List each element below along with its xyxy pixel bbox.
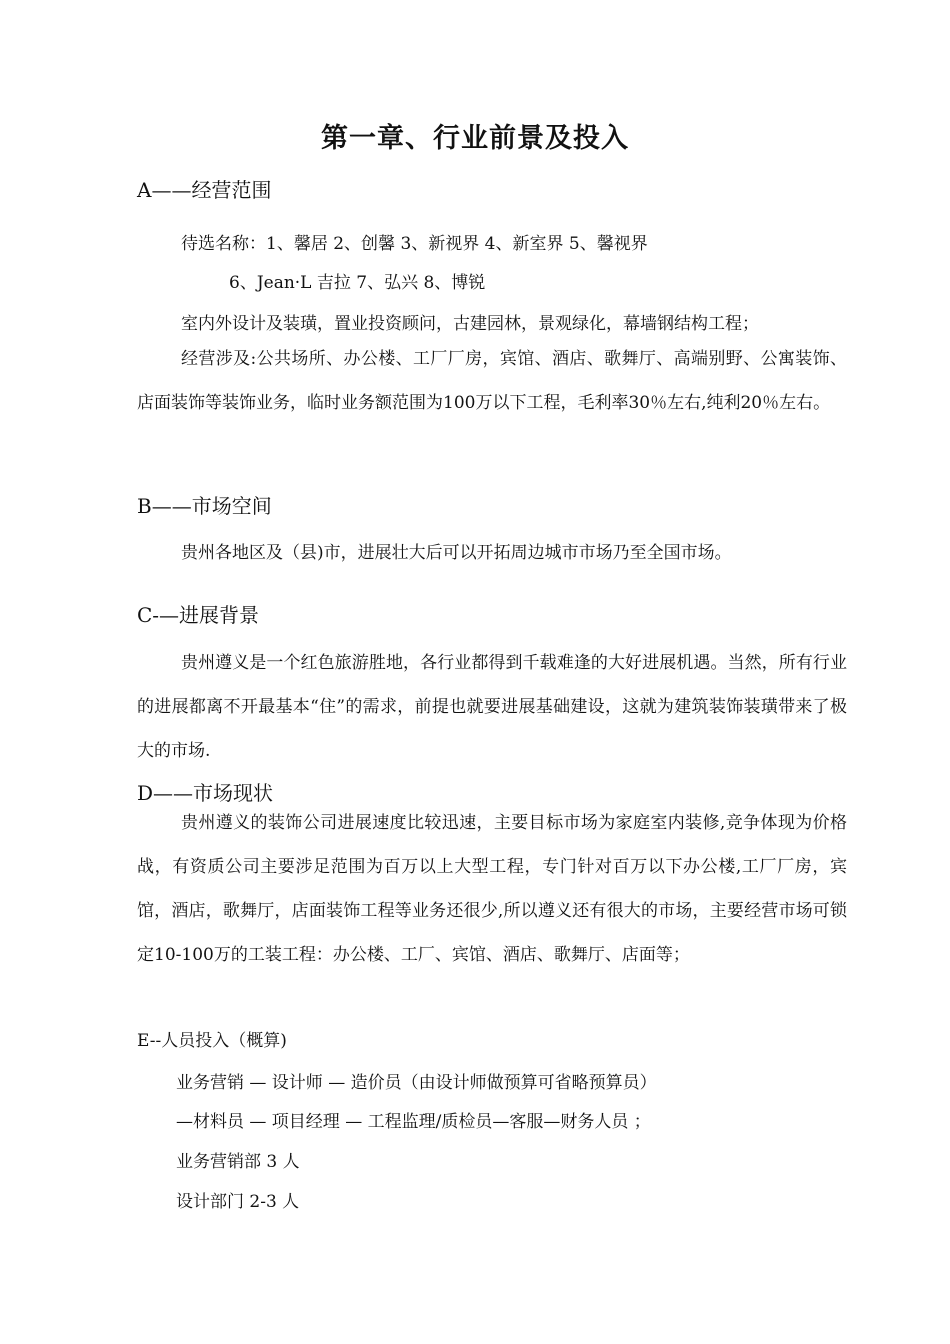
staff-chain-line-1: 业务营销 — 设计师 — 造价员（由设计师做预算可省略预算员） — [176, 1073, 657, 1093]
market-status-paragraph: 贵州遵义的装饰公司进展速度比较迅速，主要目标市场为家庭室内装修,竞争体现为价格战，有资质公司主要涉足范围为百万以上大型工程，专门针对百万以下办公楼,工厂厂房，宾馆，酒店，歌舞厅，店面装饰工程等业务还很少,所以遵义还有很大的市场，主要经营市场可锁定10-100万的工装工程：办公楼、工厂、宾馆、酒店、歌舞厅、店面等； — [137, 813, 847, 965]
sales-dept-count: 业务营销部 3 人 — [176, 1152, 300, 1172]
section-b-heading: B——市场空间 — [137, 494, 272, 518]
staff-chain-line-2: —材料员 — 项目经理 — 工程监理/质检员—客服—财务人员 ； — [176, 1112, 651, 1132]
business-involve-paragraph: 经营涉及:公共场所、办公楼、工厂厂房，宾馆、酒店、歌舞厅、高端别野、公寓装饰、店面装饰等装饰业务，临时业务额范围为100万以下工程，毛利率30％左右,纯利20％左右。 — [137, 349, 847, 413]
design-dept-count: 设计部门 2-3 人 — [176, 1192, 300, 1212]
candidate-names-line-2: 6、Jean·L 吉拉 7、弘兴 8、博锐 — [229, 273, 486, 293]
chapter-title: 第一章、行业前景及投入 — [321, 123, 629, 154]
candidate-names-line-1: 待选名称：1、馨居 2、创馨 3、新视界 4、新室界 5、馨视界 — [181, 234, 648, 254]
section-c-heading: C-—进展背景 — [137, 603, 260, 627]
market-space-paragraph: 贵州各地区及（县)市，进展壮大后可以开拓周边城市市场乃至全国市场。 — [181, 543, 732, 563]
section-e-heading: E--人员投入（概算) — [137, 1031, 287, 1051]
section-d-heading: D——市场现状 — [137, 781, 274, 805]
section-a-heading: A——经营范围 — [137, 178, 272, 202]
business-scope-text: 室内外设计及装璜，置业投资顾问，古建园林，景观绿化，幕墙钢结构工程； — [181, 314, 759, 334]
development-background-paragraph: 贵州遵义是一个红色旅游胜地，各行业都得到千载难逢的大好进展机遇。当然，所有行业的进展都离不开最基本“住”的需求，前提也就要进展基础建设，这就为建筑装饰装璜带来了极大的市场. — [137, 653, 847, 761]
